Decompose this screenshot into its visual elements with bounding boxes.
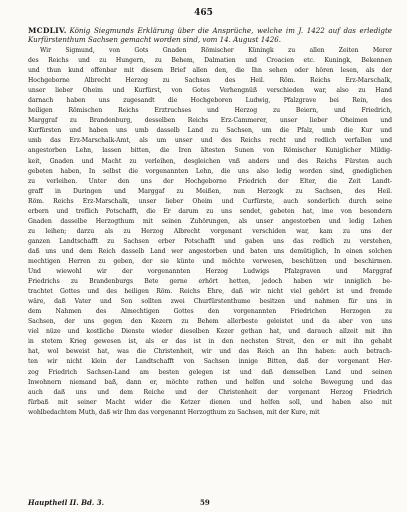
text-line: Wir Sigmund, von Gots Gnaden Römischer Küningk zu allen Zeiten Merer xyxy=(40,47,392,54)
text-line: umb das Erz-Marschalk-Amt, als um unser und des Reichs recht und redlich verfallen und xyxy=(28,137,392,145)
text-line: Sachsen, der uns gegen den Kezern zu Behem allerbeste geleistet und da aber von uns xyxy=(28,318,392,326)
text-line: in stetem Krieg gewesen ist, als er das ist in den nechsten Streit, den er mit ihn gehabt xyxy=(28,338,392,346)
text-line: trachtet Gottes und des heiligen Röm. Reichs Ehre, daß wir nicht viel gehört ist und fremde xyxy=(28,288,392,296)
text-line: angestorben Lehn, lassen bitten, die Iren ältesten Sunen von Römischer Kuniglicher Mildig- xyxy=(28,147,392,155)
text-line: wohlbedachtem Muth, daß wir Ihm das vorgenannt Herzogthum zu Sachsen, mit der Kure, mit xyxy=(28,408,320,416)
text-line: ganzen Landtschafft zu Sachsen erber Potschafft und gaben uns das redlich zu verstehen, xyxy=(28,237,392,245)
text-line: Friedrichs zu Brandenburgs Bete gerne erhört hetten, jedoch haben wir inniglich be- xyxy=(28,278,392,286)
text-line: auch daß uns und dem Reiche und der Christenheit der vorgenant Herzog Friedrich xyxy=(28,388,392,396)
text-line: zog Friedrich Sachsen-Land am besten gelegen ist und daß demselben Land und seinen xyxy=(28,368,392,376)
text-line: Und wiewohl wir der vorgenannten Herzog Ludwigs Pfalzgraven und Marggraf xyxy=(28,268,392,276)
text-line: hat, wol beweist hat, was die Christenheit, wir und das Reich an Ihn haben: auch betrach- xyxy=(28,348,392,356)
text-line: Inwohnern niemand baß, dann er, möchte rathen und helfen und solche Bewegung und das xyxy=(28,378,392,386)
text-line: zu verleihen. Unter den uns der Hochgeborne Friedrich der Elter, die Zeit Landt- xyxy=(28,177,392,185)
text-line: Röm. Reichs Erz-Marschalk, unser lieber Oheim und Curfürste, auch sonderlich durch seine xyxy=(28,197,392,205)
text-line: darnach haben uns zugesandt die Hochgeboren Ludwig, Pfalzgrave bei Rein, des xyxy=(28,97,392,105)
text-line: Marggraf zu Brandenburg, desselben Reichs Erz-Cammerer, unser lieber Oheimen und xyxy=(28,117,392,125)
text-line: Kurfürsten und haben uns umb dasselb Land zu Sachsen, um die Pfalz, umb die Kur und xyxy=(28,127,392,135)
text-line: fürbaß mit seiner Macht wider die Ketzer dienen und helfen soll, und haben also mit xyxy=(28,398,392,406)
text-line: gebeten haben, In selbst die vorgenannten Lehn, die uns also ledig worden sind, gnediglichen xyxy=(28,167,392,175)
text-line: wäre, daß Vater und Son sollten zwei Churfürstenthume besitzen und nahmen für uns in xyxy=(28,298,392,306)
text-line: Gnaden dasselbe Herzogthum mit seinen Zuhörungen, als unser angestorben und ledig Lehen xyxy=(28,217,392,225)
sheet-number: 59 xyxy=(200,498,210,507)
text-line: Hochgeborne Albrecht Herzog zu Sachsen des Heil. Röm. Reichs Erz-Marschalk, xyxy=(28,77,392,85)
text-line: daß uns und dem Reich dasselb Land wer angestorben und baten uns demütiglich, In einen solchen xyxy=(28,247,392,255)
text-line: mechtigen Herren zu geben, der sie künte und möchte verwesen, beschützen und beschirmen. xyxy=(28,257,392,265)
text-line: und thun kund offenbar mit diesem Brief allen den, die Ihn sehen oder hören lesen, als der xyxy=(28,67,392,75)
page-number: 465 xyxy=(194,8,213,18)
text-line: dem Nahmen des Almechtigen Gottes den vorgenannten Friedrichen Herzogen zu xyxy=(28,308,392,316)
document-body xyxy=(28,46,392,418)
signature-mark: Hauptheil II. Bd. 3. xyxy=(28,498,105,507)
text-line: des Reichs und zu Hungern, zu Behem, Dalmatien und Croacien etc. Kuningk, Bekennen xyxy=(28,57,392,65)
text-line: unser lieber Oheim und Kurfürst, von Gotes Verhengnüß verschieden war, also zu Hand xyxy=(28,87,392,95)
text-line: zu leihen; darzu als zu Herzog Albrecht vorgenant verschiden war, kam zu uns der xyxy=(28,227,392,235)
document-number: MCDLIV. xyxy=(28,26,67,35)
text-line: keit, Gnaden und Macht zu verleihen, desgleichen vnß anders und des Reichs Fürsten auch xyxy=(28,157,392,165)
document-title: König Siegmunds Erklärung über die Ansprüche, welche im J. 1422 auf das erledigte Kurfürstenthum Sachsen gemacht worden sind, vom 14. August 1426. xyxy=(28,26,392,44)
text-line: viel nüze und kostliche Dienste wieder dieselben Kezer gethan hat, und darauch allzeit mit ihn xyxy=(28,328,392,336)
text-line: graff in Duringen und Marggaf zu Meißen, nun Herzogk zu Sachsen, des Heil. xyxy=(28,187,392,195)
text-line: erbern und treflich Potschafft, die Er darum zu uns sendet, gebeten hat, ime von besondern xyxy=(28,207,392,215)
document-heading xyxy=(28,26,392,44)
text-line: heiligen Römischen Reichs Erztruchses und Herzog zu Beiern, und Friedrich, xyxy=(28,107,392,115)
text-line: ten wir nicht klein der Landtschafft von Sachsen innige Bitten, daß der vorgenant Her- xyxy=(28,358,392,366)
